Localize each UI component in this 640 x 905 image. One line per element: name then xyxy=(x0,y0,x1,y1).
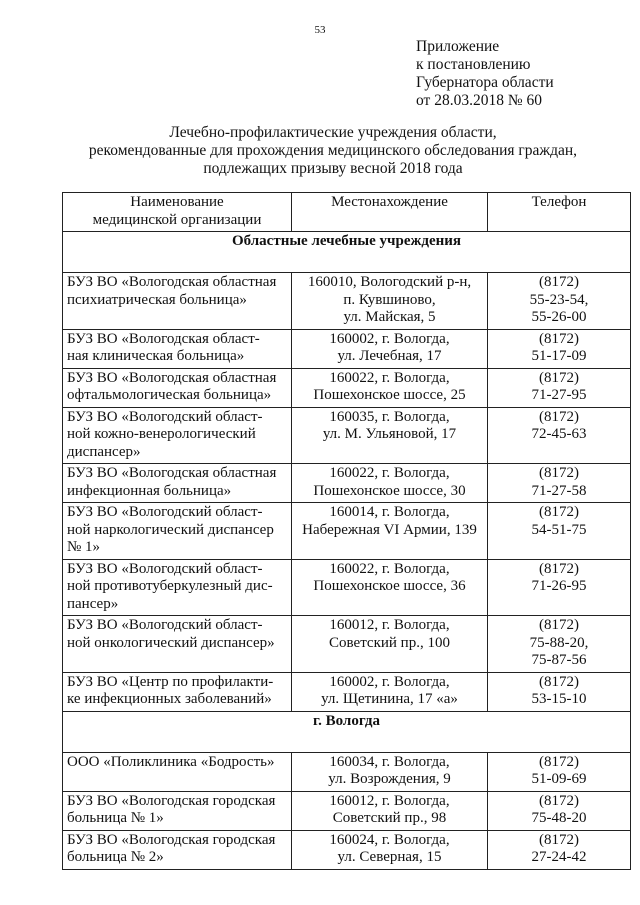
institution-name-line: ной онкологический диспансер» xyxy=(67,634,275,651)
institution-address-line: 160024, г. Вологда, xyxy=(329,831,450,848)
institution-name-line: офтальмологическая больница» xyxy=(67,387,272,403)
institution-phone-line: 51-17-09 xyxy=(531,348,587,364)
institution-name-line: больница № 1» xyxy=(67,810,164,826)
section-heading: Областные лечебные учреждения xyxy=(63,232,631,273)
institution-address-line: Пошехонское шоссе, 36 xyxy=(313,578,466,594)
institution-name-line: пансер» xyxy=(67,595,119,612)
institution-phone-line: (8172) xyxy=(539,560,579,577)
institution-phone-line: (8172) xyxy=(539,408,579,425)
institution-phone xyxy=(488,791,631,830)
institution-address xyxy=(292,559,488,616)
institution-address xyxy=(292,407,488,464)
appendix-block xyxy=(416,38,554,110)
document-title xyxy=(40,124,626,178)
institution-name-line: БУЗ ВО «Вологодский област- xyxy=(67,504,263,520)
institution-name xyxy=(63,407,292,464)
institution-address-line: Пошехонское шоссе, 25 xyxy=(313,387,466,403)
institution-address xyxy=(292,368,488,407)
institution-phone xyxy=(488,464,631,503)
institution-address-line: ул. Лечебная, 17 xyxy=(337,348,442,364)
table-row xyxy=(63,407,631,464)
institution-name-line: БУЗ ВО «Вологодская городская xyxy=(67,831,276,848)
header-name xyxy=(63,193,292,232)
table-row xyxy=(63,791,631,830)
institution-phone-line: (8172) xyxy=(539,753,579,770)
institution-name-line: ке инфекционных заболеваний» xyxy=(67,691,272,707)
table-header-row xyxy=(63,193,631,232)
institution-address-line: Набережная VI Армии, 139 xyxy=(302,521,477,538)
institution-phone-line: (8172) xyxy=(539,274,579,290)
institution-name-line: ной наркологический диспансер xyxy=(67,521,274,538)
institution-name-line: БУЗ ВО «Вологодская областная xyxy=(67,369,277,386)
institution-phone xyxy=(488,752,631,791)
institution-address xyxy=(292,791,488,830)
institution-phone xyxy=(488,273,631,330)
section-heading: г. Вологда xyxy=(63,711,631,752)
institution-name xyxy=(63,329,292,368)
institution-phone-line: 71-27-58 xyxy=(531,482,587,499)
institution-name xyxy=(63,672,292,711)
institution-name-line: больница № 2» xyxy=(67,849,164,865)
institution-phone xyxy=(488,368,631,407)
institution-phone-line: (8172) xyxy=(539,792,579,809)
institution-address-line: 160012, г. Вологда, xyxy=(329,617,450,633)
institution-name-line: БУЗ ВО «Вологодская городская xyxy=(67,792,276,809)
appendix-line: к постановлению xyxy=(416,56,531,73)
appendix-line: от 28.03.2018 № 60 xyxy=(416,92,542,109)
institution-name xyxy=(63,830,292,869)
institution-phone xyxy=(488,559,631,616)
institution-address-line: Советский пр., 100 xyxy=(329,634,450,651)
institution-phone-line: 55-26-00 xyxy=(531,309,587,325)
table-row xyxy=(63,752,631,791)
institution-phone xyxy=(488,616,631,673)
institution-address-line: 160002, г. Вологда, xyxy=(329,330,450,347)
institution-name-line: БУЗ ВО «Вологодская област- xyxy=(67,330,260,347)
institution-address-line: 160035, г. Вологда, xyxy=(329,408,450,425)
institution-name-line: ной противотуберкулезный дис- xyxy=(67,578,273,594)
table-row xyxy=(63,368,631,407)
institution-address-line: п. Кувшиново, xyxy=(343,291,436,308)
institution-phone-line: 27-24-42 xyxy=(531,849,587,865)
institution-address-line: Пошехонское шоссе, 30 xyxy=(313,482,466,499)
institution-address-line: 160034, г. Вологда, xyxy=(329,753,450,770)
institution-phone-line: 75-48-20 xyxy=(531,810,587,826)
section-row xyxy=(63,711,631,752)
institution-address-line: 160022, г. Вологда, xyxy=(329,560,450,577)
institution-address-line: ул. Щетинина, 17 «а» xyxy=(321,691,458,707)
institution-phone-line: 55-23-54, xyxy=(529,291,589,308)
institution-phone xyxy=(488,503,631,560)
institution-name xyxy=(63,791,292,830)
institution-name xyxy=(63,616,292,673)
page-number: 53 xyxy=(314,24,326,36)
institution-phone-line: (8172) xyxy=(539,465,579,481)
institution-name-line: ООО «Поликлиника «Бодрость» xyxy=(67,753,275,770)
table-row xyxy=(63,329,631,368)
appendix-line: Приложение xyxy=(416,38,500,55)
institution-address-line: ул. Возрождения, 9 xyxy=(328,771,451,787)
appendix-line: Губернатора области xyxy=(416,74,554,91)
institution-address xyxy=(292,273,488,330)
institution-name xyxy=(63,752,292,791)
institution-phone-line: 72-45-63 xyxy=(531,426,587,442)
table-row xyxy=(63,616,631,673)
institution-address-line: ул. М. Ульяновой, 17 xyxy=(322,426,457,442)
table-row xyxy=(63,559,631,616)
institution-phone-line: (8172) xyxy=(539,504,579,520)
institution-phone-line: (8172) xyxy=(539,673,579,690)
header-location: Местонахождение xyxy=(292,193,488,232)
institution-name-line: БУЗ ВО «Вологодский област- xyxy=(67,560,263,577)
institution-address xyxy=(292,830,488,869)
institution-name-line: ная клиническая больница» xyxy=(67,348,245,364)
institution-name-line: диспансер» xyxy=(67,443,141,460)
institution-name xyxy=(63,559,292,616)
title-line: Лечебно-профилактические учреждения области, xyxy=(169,124,497,141)
institution-name-line: БУЗ ВО «Вологодский област- xyxy=(67,617,263,633)
institution-phone-line: 53-15-10 xyxy=(531,691,587,707)
institution-phone xyxy=(488,672,631,711)
institution-name-line: БУЗ ВО «Вологодский област- xyxy=(67,408,263,425)
header-phone: Телефон xyxy=(488,193,631,232)
title-line: рекомендованные для прохождения медицинского обследования граждан, xyxy=(88,142,578,159)
institution-name-line: БУЗ ВО «Центр по профилакти- xyxy=(67,673,274,690)
institution-phone xyxy=(488,830,631,869)
institution-name xyxy=(63,503,292,560)
institution-name-line: БУЗ ВО «Вологодская областная xyxy=(67,465,277,481)
table-row xyxy=(63,830,631,869)
institution-phone-line: (8172) xyxy=(539,831,579,848)
table-row xyxy=(63,503,631,560)
title-line: подлежащих призыву весной 2018 года xyxy=(203,160,463,177)
institution-address-line: 160010, Вологодский р-н, xyxy=(307,274,472,290)
institution-name xyxy=(63,464,292,503)
institution-phone-line: (8172) xyxy=(539,617,579,633)
institution-address-line: ул. Майская, 5 xyxy=(343,309,436,325)
institution-address xyxy=(292,503,488,560)
institution-name-line: БУЗ ВО «Вологодская областная xyxy=(67,274,277,290)
institution-name-line: № 1» xyxy=(67,539,101,555)
institution-phone-line: 75-87-56 xyxy=(531,652,587,668)
institution-address-line: 160012, г. Вологда, xyxy=(329,792,450,809)
institution-phone xyxy=(488,329,631,368)
institution-name-line: психиатрическая больница» xyxy=(67,291,247,308)
institution-name xyxy=(63,368,292,407)
institution-address xyxy=(292,672,488,711)
institution-address-line: 160002, г. Вологда, xyxy=(329,673,450,690)
institution-address-line: 160022, г. Вологда, xyxy=(329,369,450,386)
section-row xyxy=(63,232,631,273)
table-row xyxy=(63,672,631,711)
institution-phone-line: (8172) xyxy=(539,330,579,347)
table-row xyxy=(63,273,631,330)
header-name-line: медицинской организации xyxy=(92,211,262,228)
header-name-line: Наименование xyxy=(130,194,224,210)
table-row xyxy=(63,464,631,503)
institution-address-line: 160022, г. Вологда, xyxy=(329,465,450,481)
institution-address xyxy=(292,464,488,503)
institution-phone xyxy=(488,407,631,464)
institution-address-line: 160014, г. Вологда, xyxy=(329,504,450,520)
institution-address xyxy=(292,752,488,791)
institution-name xyxy=(63,273,292,330)
institution-address xyxy=(292,616,488,673)
institution-phone-line: (8172) xyxy=(539,369,579,386)
institution-address-line: Советский пр., 98 xyxy=(332,810,447,826)
institution-phone-line: 75-88-20, xyxy=(529,634,589,651)
institution-name-line: инфекционная больница» xyxy=(67,482,232,499)
medical-institutions-table xyxy=(62,192,631,870)
table-body xyxy=(63,232,631,870)
institution-address xyxy=(292,329,488,368)
institution-address-line: ул. Северная, 15 xyxy=(337,849,442,865)
institution-phone-line: 51-09-69 xyxy=(531,771,587,787)
institution-phone-line: 71-26-95 xyxy=(531,578,587,594)
institution-name-line: ной кожно-венерологический xyxy=(67,426,256,442)
institution-phone-line: 71-27-95 xyxy=(531,387,587,403)
institution-phone-line: 54-51-75 xyxy=(531,521,587,538)
